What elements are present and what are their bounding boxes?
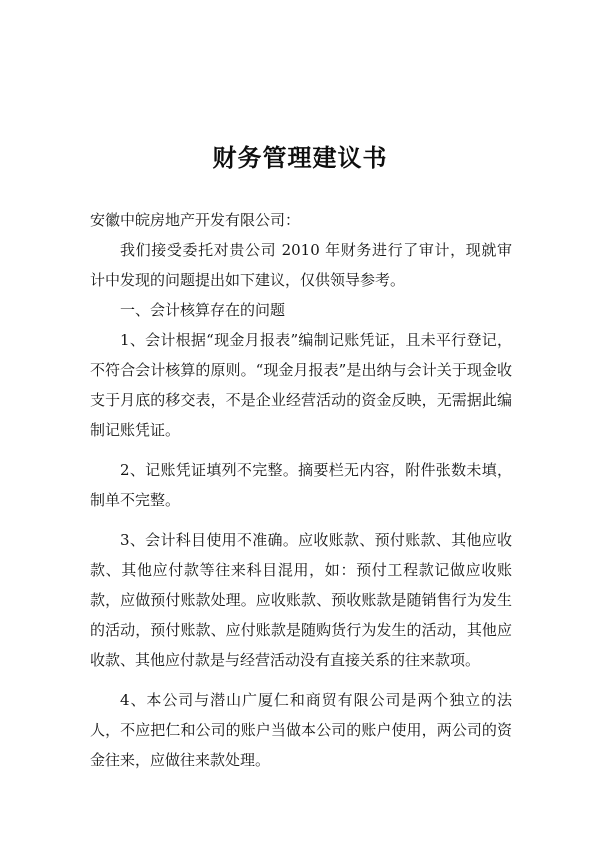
salutation: 安徽中皖房地产开发有限公司： [90, 211, 301, 229]
intro-paragraph: 我们接受委托对贵公司 2010 年财务进行了审计，现就审计中发现的问题提出如下建议，仅供领导参考。 [90, 241, 512, 289]
item-paragraph-3: 3、会计科目使用不准确。应收账款、预付账款、其他应收款、其他应付款等往来科目混用，如：预付工程款记做应收账款，应做预付账款处理。应收账款、预收账款是随销售行为发生的活动，预付账款、应付账款是随购货行为发生的活动，其他应收款、其他应付款是与经营活动没有直接关系的往来款项。 [90, 531, 512, 669]
item-paragraph-2: 2、记账凭证填列不完整。摘要栏无内容，附件张数未填，制单不完整。 [90, 461, 512, 509]
section-heading: 一、会计核算存在的问题 [120, 301, 286, 319]
item-paragraph-1: 1、会计根据“现金月报表”编制记账凭证，且未平行登记，不符合会计核算的原则。“现金月报表”是出纳与会计关于现金收支于月底的移交表，不是企业经营活动的资金反映，无需据此编制记账凭证。 [90, 331, 512, 439]
document-body [90, 205, 512, 775]
item-paragraph-4: 4、本公司与潜山广厦仁和商贸有限公司是两个独立的法人，不应把仁和公司的账户当做本公司的账户使用，两公司的资金往来，应做往来款处理。 [90, 691, 512, 769]
document-title: 财务管理建议书 [212, 143, 388, 172]
